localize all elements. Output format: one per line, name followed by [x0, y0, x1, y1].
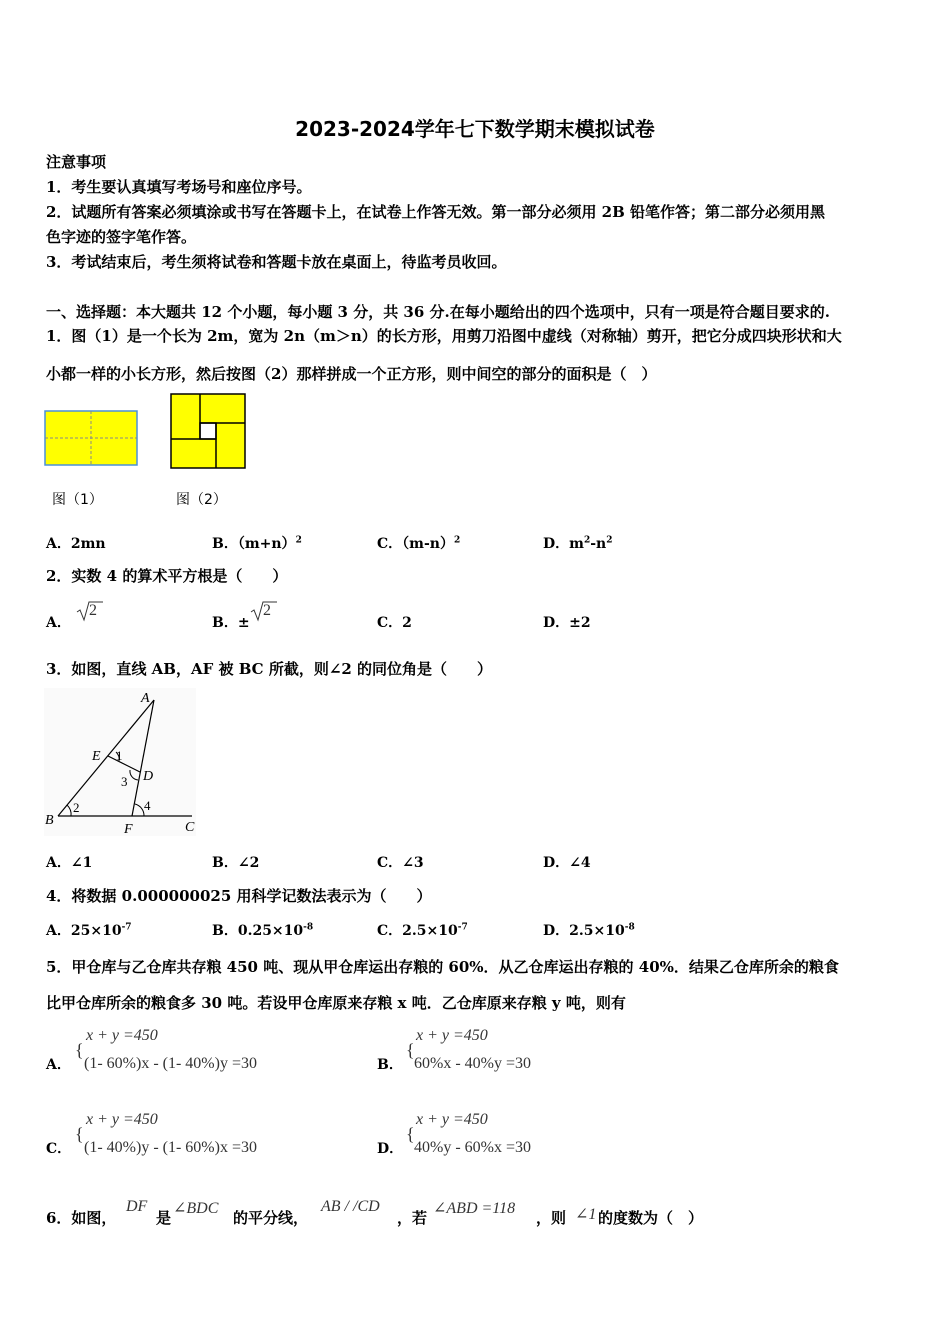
q6-math: DF — [126, 1198, 148, 1215]
notice-heading: 注意事项 — [46, 153, 107, 171]
q6-math: AB / /CD — [321, 1198, 380, 1215]
q4-stem: 4．将数据 0.000000025 用科学记数法表示为（ ） — [46, 887, 432, 905]
angle-label-1: 1 — [116, 748, 123, 763]
notice-item: 1．考生要认真填写考场号和座位序号。 — [46, 178, 312, 196]
q5-option-b[interactable]: B． — [377, 1057, 403, 1073]
q2-option-a[interactable]: A． — [46, 615, 71, 631]
q4-option-a[interactable]: A．$25\times 10^{-7}$ — [46, 922, 132, 939]
q5-option-a[interactable]: A． — [46, 1057, 71, 1073]
q1-option-c[interactable]: C．$(m-n)^2$ — [377, 535, 461, 552]
q6-text: 是 — [156, 1209, 172, 1227]
q2-b-radicand: 2 — [263, 602, 271, 619]
brace-icon: { — [406, 1124, 415, 1144]
q5-stem-line1: 5．甲仓库与乙仓库共存粮 450 吨、现从甲仓库运出存粮的 60%．从乙仓库运出存粮的 40%．结果乙仓库所余的粮食 — [46, 958, 839, 976]
q1-figure-2 — [170, 393, 248, 471]
q5-b-eq2: 60%x - 40%y =30 — [414, 1055, 532, 1072]
q3-option-b[interactable]: B．∠2 — [212, 855, 260, 871]
q3-option-c[interactable]: C．∠3 — [377, 855, 424, 871]
angle-label-2: 2 — [73, 800, 80, 815]
q6-math: ∠ABD =118 — [433, 1200, 516, 1217]
q5-a-eq2: (1- 60%)x - (1- 40%)y =30 — [84, 1055, 257, 1072]
q5-option-c[interactable]: C． — [46, 1141, 72, 1157]
q6-text: 6．如图， — [46, 1209, 117, 1227]
q5-stem-line2: 比甲仓库所余的粮食多 30 吨。若设甲仓库原来存粮 x 吨．乙仓库原来存粮 y 吨，则有 — [46, 994, 626, 1012]
center-hole — [200, 423, 216, 439]
label-e: E — [92, 749, 101, 764]
q6-text: ，则 — [536, 1209, 567, 1227]
q3-stem: 3．如图，直线 AB，AF 被 BC 所截，则∠2 的同位角是（ ） — [46, 660, 493, 678]
q5-b-eq1: x + y =450 — [416, 1027, 488, 1044]
q1-stem-line2: 小都一样的小长方形，然后按图（2）那样拼成一个正方形，则中间空的部分的面积是（ ） — [46, 365, 657, 383]
q5-option-d[interactable]: D． — [377, 1141, 404, 1157]
brace-icon: { — [75, 1124, 84, 1144]
q2-option-d[interactable]: D．±2 — [543, 615, 591, 631]
notice-item: 色字迹的签字笔作答。 — [46, 228, 197, 246]
q1-option-a[interactable]: A．2mn — [46, 536, 106, 552]
q2-a-radicand: 2 — [89, 602, 97, 619]
brace-icon: { — [75, 1040, 84, 1060]
label-f: F — [124, 822, 133, 837]
brace-icon: { — [406, 1040, 415, 1060]
label-b: B — [45, 813, 54, 828]
q6-text: 的度数为（ ） — [598, 1209, 704, 1227]
q1-stem-line1: 1．图（1）是一个长为 2m，宽为 2n（m＞n）的长方形，用剪刀沿图中虚线（对称轴）剪开，把它分成四块形状和大 — [46, 327, 842, 345]
q5-c-eq2: (1- 40%)y - (1- 60%)x =30 — [84, 1139, 257, 1156]
q6-text: ，若 — [397, 1209, 428, 1227]
q2-option-c[interactable]: C．2 — [377, 615, 412, 631]
q3-option-a[interactable]: A．∠1 — [46, 855, 93, 871]
q6-text: 的平分线， — [233, 1209, 309, 1227]
q3-option-d[interactable]: D．∠4 — [543, 855, 591, 871]
q1-fig1-caption: 图（1） — [52, 492, 103, 508]
page-title: 2023-2024学年七下数学期末模拟试卷 — [295, 117, 655, 141]
q1-figure-1 — [44, 410, 140, 468]
q5-c-eq1: x + y =450 — [86, 1111, 158, 1128]
q5-d-eq1: x + y =450 — [416, 1111, 488, 1128]
q2-stem: 2．实数 4 的算术平方根是（ ） — [46, 567, 288, 585]
q5-d-eq2: 40%y - 60%x =30 — [414, 1139, 532, 1156]
label-a: A — [141, 691, 150, 706]
q4-option-c[interactable]: C．$2.5\times 10^{-7}$ — [377, 922, 468, 939]
q1-fig2-caption: 图（2） — [176, 492, 227, 508]
q1-option-b[interactable]: B．$(m+n)^2$ — [212, 535, 302, 552]
angle-label-4: 4 — [144, 798, 151, 813]
q4-option-b[interactable]: B．$0.25\times 10^{-8}$ — [212, 922, 314, 939]
q1-option-d[interactable]: D．$m^2-n^2$ — [543, 535, 613, 552]
q2-option-b[interactable]: B．± — [212, 615, 250, 631]
notice-item: 3．考试结束后，考生须将试卷和答题卡放在桌面上，待监考员收回。 — [46, 253, 507, 271]
q6-math: ∠1 — [575, 1206, 597, 1223]
q5-a-eq1: x + y =450 — [86, 1027, 158, 1044]
label-d: D — [143, 769, 154, 784]
label-c: C — [185, 820, 195, 835]
q3-figure — [44, 688, 204, 838]
notice-item: 2．试题所有答案必须填涂或书写在答题卡上，在试卷上作答无效。第一部分必须用 2B 铅笔作答；第二部分必须用黑 — [46, 203, 826, 221]
section-heading: 一、选择题：本大题共 12 个小题，每小题 3 分，共 36 分.在每小题给出的四个选项中，只有一项是符合题目要求的. — [46, 303, 830, 321]
q6-math: ∠BDC — [173, 1200, 219, 1217]
angle-label-3: 3 — [121, 774, 128, 789]
q4-option-d[interactable]: D．$2.5\times 10^{-8}$ — [543, 922, 635, 939]
